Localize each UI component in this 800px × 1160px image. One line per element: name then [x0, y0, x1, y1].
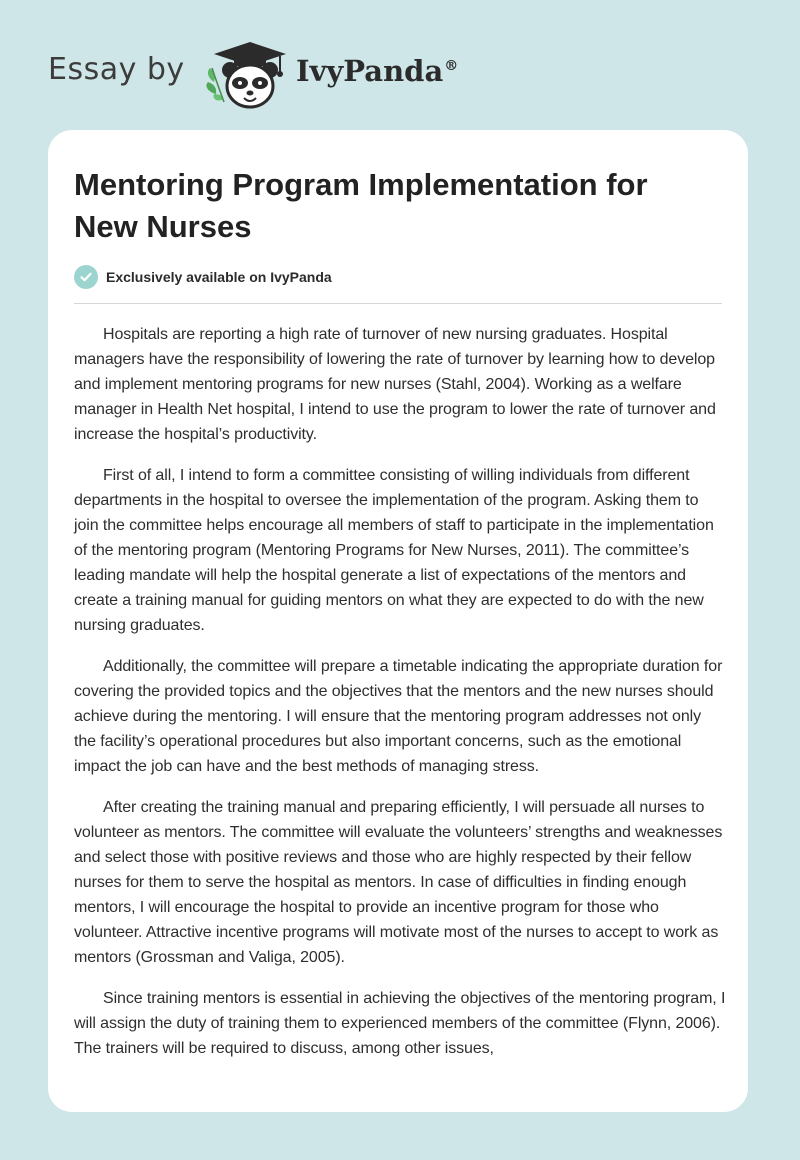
- essay-card: [48, 130, 748, 1112]
- brand-name[interactable]: [296, 54, 458, 88]
- title-divider: [74, 303, 722, 304]
- exclusive-badge: [74, 264, 332, 290]
- checkmark-icon: [74, 265, 98, 289]
- site-header: [0, 0, 800, 130]
- brand-name-text: IvyPanda: [296, 54, 444, 88]
- registered-mark: ®: [444, 58, 459, 75]
- essay-body: [74, 322, 726, 1077]
- paragraph: Since training mentors is essential in achieving the objectives of the mentoring program, I will assign the duty of training them to experienced members of the committee (Flynn, 2006). The trainers will be required to discuss, among other issues,: [74, 990, 726, 1057]
- paragraph: After creating the training manual and preparing efficiently, I will persuade all nurses to volunteer as mentors. The committee will evaluate the volunteers’ strengths and weaknesses and select those with positive reviews and those who are highly respected by their fellow nurses for them to serve the hospital as mentors. In case of difficulties in finding enough mentors, I will encourage the hospital to provide an incentive program for those who volunteer. Attractive incentive programs will motivate most of the nurses to accept to work as mentors (Grossman and Valiga, 2005).: [74, 799, 723, 966]
- brand-prefix: Essay by: [48, 52, 185, 87]
- badge-label: Exclusively available on IvyPanda: [106, 269, 332, 285]
- paragraph: Additionally, the committee will prepare a timetable indicating the appropriate duration for covering the provided topics and the objectives that the mentors and the new nurses should achieve during the mentoring. I will ensure that the mentoring program addresses not only the facility’s operational procedures but also important concerns, such as the emotional impact the job can have and the best methods of managing stress.: [74, 658, 723, 775]
- panda-graduate-icon[interactable]: [200, 38, 290, 110]
- paragraph: First of all, I intend to form a committee consisting of willing individuals from different departments in the hospital to oversee the implementation of the program. Asking them to join the committee helps encourage all members of staff to participate in the implementation of the mentoring program (Mentoring Programs for New Nurses, 2011). The committee’s leading mandate will help the hospital generate a list of expectations of the mentors and create a training manual for guiding mentors on what they are expected to do with the new nursing graduates.: [74, 467, 714, 634]
- page-title: Mentoring Program Implementation for New Nurses: [74, 167, 648, 244]
- paragraph: Hospitals are reporting a high rate of turnover of new nursing graduates. Hospital managers have the responsibility of lowering the rate of turnover by learning how to develop and implement mentoring programs for new nurses (Stahl, 2004). Working as a welfare manager in Health Net hospital, I intend to use the program to lower the rate of turnover and increase the hospital’s productivity.: [74, 326, 716, 443]
